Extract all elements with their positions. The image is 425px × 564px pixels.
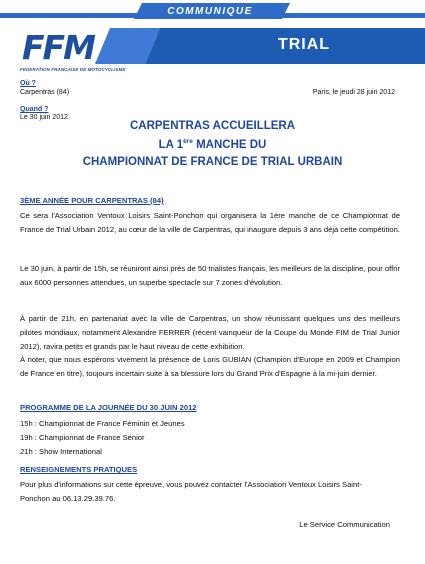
title-line-3: CHAMPIONNAT DE FRANCE DE TRIAL URBAIN bbox=[82, 156, 343, 168]
paragraph-2: Le 30 juin, à partir de 15h, se réuniront ainsi près de 50 trialistes français, les meilleurs de la discipline, pour offrir aux 6000 personnes attendues, un superbe spectacle sur 7 zones d'évolution. bbox=[20, 264, 400, 287]
signature: Le Service Communication bbox=[299, 520, 390, 529]
paragraph-3: À partir de 21h, en partenariat avec la ville de Carpentras, un show réunissant quelques uns des meilleurs pilotes mondiaux, notamment Alexandre FERRER (récent vainqueur de la Coupe du Monde FIM de Trial Junior 2012), ravira petits et grands par le haut niveau de cette exhibition. bbox=[20, 314, 400, 351]
ffm-logo-subtitle: FEDERATION FRANCAISE DE MOTOCYCLISME bbox=[20, 67, 126, 72]
ffm-logo: FFM bbox=[22, 28, 94, 67]
section-heading-info: RENSEIGNEMENTS PRATIQUES bbox=[20, 465, 138, 474]
communique-label: COMMUNIQUE bbox=[167, 6, 253, 17]
where-value: Carpentras (84) bbox=[20, 89, 70, 96]
where-label: Où ? bbox=[20, 80, 36, 87]
trial-label: TRIAL bbox=[277, 36, 331, 53]
programme-item: 19h : Championnat de France Sénior bbox=[20, 433, 145, 442]
place-date: Paris, le jeudi 28 juin 2012 bbox=[312, 89, 395, 96]
programme-item: 15h : Championnat de France Féminin et Jeunes bbox=[20, 419, 185, 428]
title-line-2: LA 1ère MANCHE DU bbox=[158, 138, 267, 151]
header-banner bbox=[0, 0, 425, 82]
section-heading-carpentras: 3ÈME ANNÉE POUR CARPENTRAS (84) bbox=[20, 196, 164, 205]
title-line-1: CARPENTRAS ACCUEILLERA bbox=[129, 120, 296, 132]
info-paragraph: Pour plus d'informations sur cette épreuve, vous pouvez contacter l'Association Ventoux Loisirs Saint-Ponchon au 06.13.29.39.76. bbox=[20, 480, 362, 503]
section-heading-programme: PROGRAMME DE LA JOURNÉE DU 30 JUIN 2012 bbox=[20, 403, 197, 412]
when-value: Le 30 juin 2012 bbox=[20, 114, 68, 121]
title-superscript: ère bbox=[183, 138, 193, 145]
paragraph-1: Ce sera l'Association Ventoux Loisirs Saint-Ponchon qui organisera la 1ère manche de ce Championnat de France de Trial Urbain 2012, au cœur de la ville de Carpentras, qui inaugure depuis 3 ans déjà cette compétition. bbox=[20, 211, 400, 234]
programme-item: 21h : Show International bbox=[20, 447, 102, 456]
paragraph-4: À noter, que nous espérons vivement la présence de Loris GUBIAN (Champion d'Europe en 2009 et Champion de France en titre), toujours incertain suite à sa blessure lors du Grand Prix d'Espagne à la mi-juin dernier. bbox=[20, 355, 400, 378]
when-label: Quand ? bbox=[20, 106, 49, 113]
